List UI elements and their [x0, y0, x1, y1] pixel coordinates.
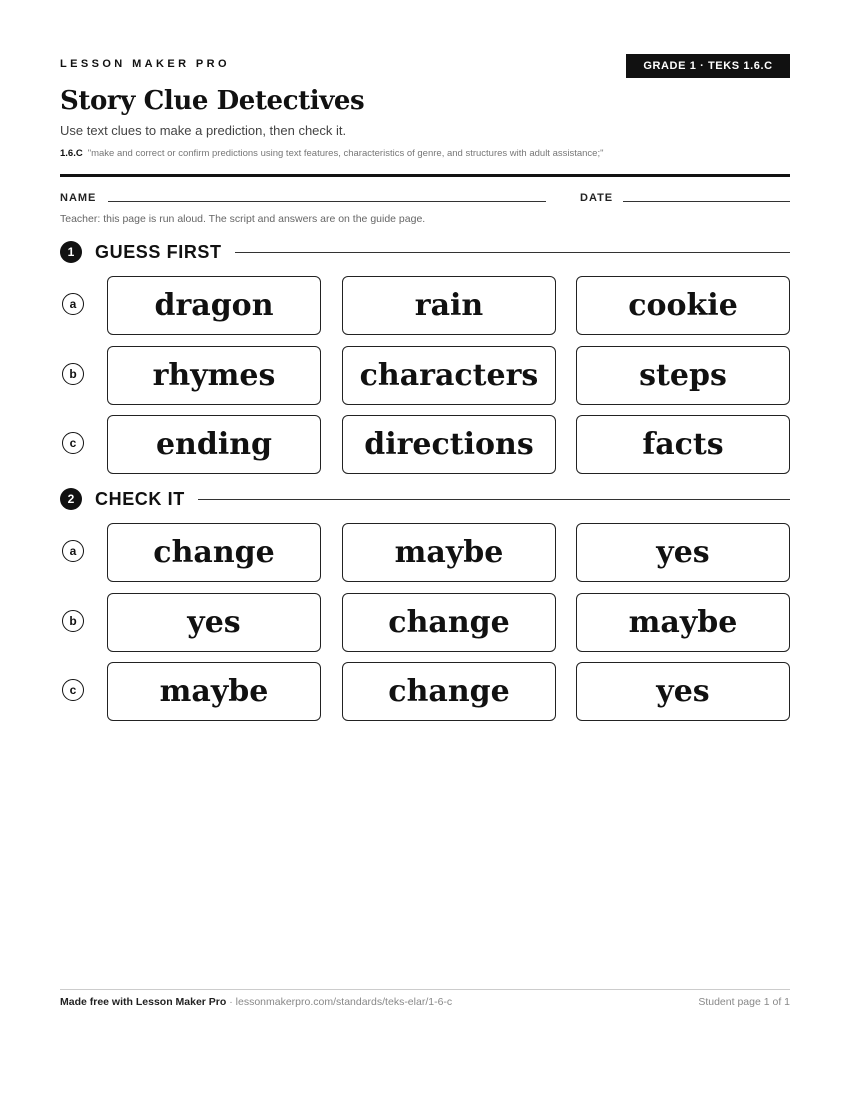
word-card[interactable]: change: [342, 593, 556, 652]
section-divider: [198, 499, 790, 500]
word-card[interactable]: characters: [342, 346, 556, 405]
name-label: NAME: [60, 192, 97, 204]
word-card[interactable]: cookie: [576, 276, 790, 335]
check-row-a: [60, 523, 790, 583]
word-card[interactable]: yes: [576, 662, 790, 721]
word-card[interactable]: rain: [342, 276, 556, 335]
section-number: 1: [60, 241, 82, 263]
word-card[interactable]: change: [342, 662, 556, 721]
guess-row-b: [60, 346, 790, 406]
section-title: CHECK IT: [95, 488, 185, 509]
word-card[interactable]: yes: [107, 593, 321, 652]
word-card[interactable]: change: [107, 523, 321, 582]
word-card[interactable]: rhymes: [107, 346, 321, 405]
section-check-it: [60, 489, 790, 509]
row-letter: b: [62, 610, 84, 632]
word-card[interactable]: ending: [107, 415, 321, 474]
word-card[interactable]: maybe: [342, 523, 556, 582]
standard-line: [60, 148, 603, 159]
word-card[interactable]: steps: [576, 346, 790, 405]
worksheet-page: [60, 0, 790, 1100]
word-card[interactable]: directions: [342, 415, 556, 474]
date-label: DATE: [580, 192, 614, 204]
check-row-c: [60, 662, 790, 722]
footer-url[interactable]: lessonmakerpro.com/standards/teks-elar/1-6-c: [235, 996, 453, 1008]
word-card[interactable]: facts: [576, 415, 790, 474]
row-letter: a: [62, 540, 84, 562]
header-divider: [60, 174, 790, 177]
row-letter: b: [62, 363, 84, 385]
teacher-note: Teacher: this page is run aloud. The script and answers are on the guide page.: [60, 213, 426, 225]
word-card[interactable]: yes: [576, 523, 790, 582]
grade-badge: GRADE 1 · TEKS 1.6.C: [626, 54, 790, 78]
section-title: GUESS FIRST: [95, 241, 222, 262]
footer-made-with: Made free with Lesson Maker Pro: [60, 996, 227, 1008]
word-card[interactable]: dragon: [107, 276, 321, 335]
footer-page-label: Student page 1 of 1: [698, 996, 790, 1008]
page-title: Story Clue Detectives: [60, 86, 365, 116]
standard-text: "make and correct or confirm predictions using text features, characteristics of genre, and structures with adult assistance;": [87, 148, 604, 159]
guess-row-a: [60, 276, 790, 336]
brand-name: LESSON MAKER PRO: [60, 58, 230, 70]
word-card[interactable]: maybe: [107, 662, 321, 721]
footer-divider: [60, 989, 790, 990]
page-subtitle: Use text clues to make a prediction, then check it.: [60, 123, 347, 138]
row-letter: c: [62, 679, 84, 701]
guess-row-c: [60, 415, 790, 475]
standard-code: 1.6.C: [60, 148, 83, 159]
section-guess-first: [60, 242, 790, 262]
date-field[interactable]: [623, 201, 790, 202]
section-number: 2: [60, 488, 82, 510]
row-letter: c: [62, 432, 84, 454]
footer-credit: Made free with Lesson Maker Pro · lessonmakerpro.com/standards/teks-elar/1-6-c: [60, 996, 453, 1008]
word-card[interactable]: maybe: [576, 593, 790, 652]
name-field[interactable]: [108, 201, 546, 202]
check-row-b: [60, 593, 790, 653]
section-divider: [235, 252, 790, 253]
row-letter: a: [62, 293, 84, 315]
